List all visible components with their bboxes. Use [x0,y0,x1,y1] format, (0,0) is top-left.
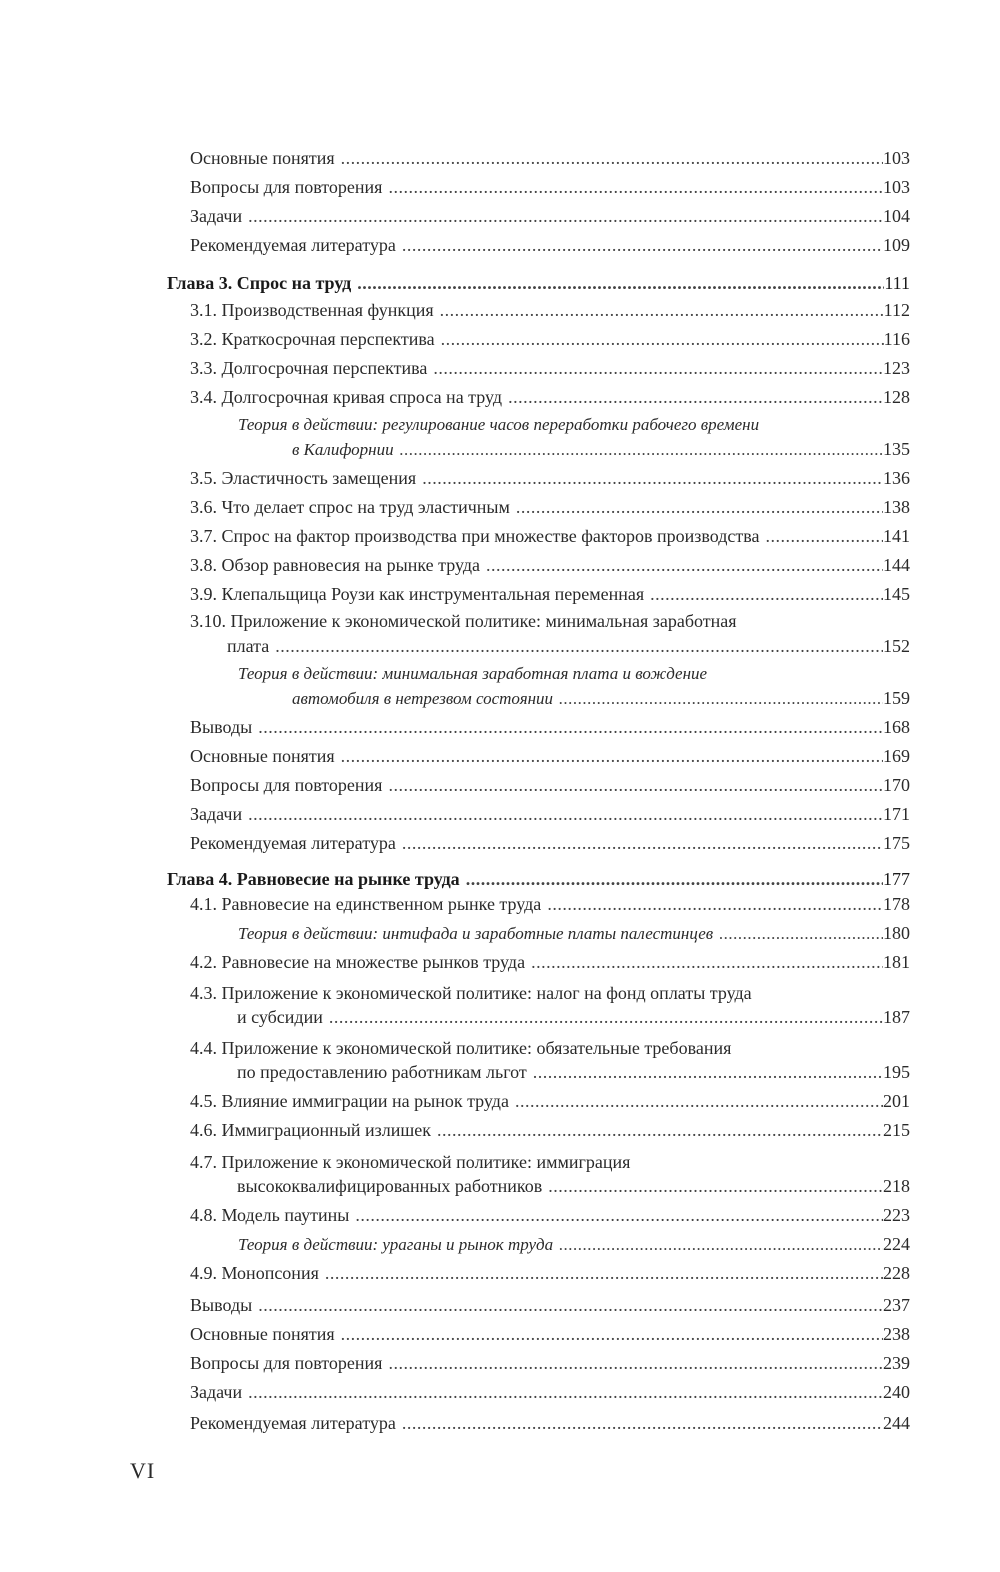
toc-page-number: 175 [883,833,910,853]
toc-entry-title: в Калифорнии [292,440,394,459]
toc-page-number: 237 [883,1295,910,1315]
toc-entry [0,173,1000,202]
toc-page-number: 238 [883,1324,910,1344]
toc-entry-title: Рекомендуемая литература [190,1413,396,1433]
toc-entry [0,829,1000,858]
toc-entry [0,1378,1000,1407]
dot-leader [329,1003,883,1032]
toc-page-number: 168 [883,717,910,737]
dot-leader [402,231,883,260]
toc-entry-title: Выводы [190,717,253,737]
toc-entry-title: Глава 3. Спрос на труд [167,273,352,293]
toc-entry [0,435,1000,464]
dot-leader [719,919,883,948]
toc-entry-title: 3.6. Что делает спрос на труд эластичным [190,497,510,517]
toc-entry [0,296,1000,325]
toc-entry-title: 3.9. Клепальщица Роузи как инструментальная переменная [190,584,645,604]
dot-leader [248,202,883,231]
toc-page-number: 109 [883,235,910,255]
toc-entry-title: 3.7. Спрос на фактор производства при множестве факторов производства [190,526,760,546]
toc-entry-title: 4.3. Приложение к экономической политике: налог на фонд оплаты труда [190,983,752,1003]
toc-entry [0,325,1000,354]
page-folio: VI [130,1458,156,1483]
dot-leader [357,269,884,298]
dot-leader [547,890,883,919]
toc-page-number: 128 [883,387,910,407]
toc-entry [0,144,1000,173]
toc-entry [0,580,1000,609]
toc-page-number: 223 [883,1205,910,1225]
toc-entry-title: Основные понятия [190,148,335,168]
toc-page-number: 177 [883,869,910,889]
toc-entry-title: Глава 4. Равновесие на рынке труда [167,869,460,889]
toc-entry [0,1087,1000,1116]
toc-entry-title: 3.4. Долгосрочная кривая спроса на труд [190,387,503,407]
toc-entry-title: Основные понятия [190,746,335,766]
toc-entry-title: 4.6. Иммиграционный излишек [190,1120,431,1140]
toc-page-number: 145 [883,584,910,604]
toc-entry-title: Теория в действии: минимальная заработная плата и вождение [238,664,708,683]
dot-leader [508,383,883,412]
toc-entry-title: Задачи [190,1382,243,1402]
toc-entry [0,771,1000,800]
dot-leader [516,493,883,522]
toc-entry-title: плата [227,636,270,656]
toc-entry [0,632,1000,661]
toc-entry-title: 4.7. Приложение к экономической политике: иммиграция [190,1152,631,1172]
toc-entry [0,493,1000,522]
toc-entry [0,800,1000,829]
toc-entry-title: Задачи [190,206,243,226]
toc-page-number: 224 [883,1234,910,1254]
toc-page-number: 244 [883,1413,910,1433]
toc-entry [0,1201,1000,1230]
toc-entry-title: Теория в действии: регулирование часов переработки рабочего времени [238,415,760,434]
toc-page-number: 135 [883,439,910,459]
toc-page-number: 170 [883,775,910,795]
toc-page-number: 116 [883,329,910,349]
toc-entry [0,551,1000,580]
dot-leader [533,1058,883,1087]
dot-leader [388,1349,883,1378]
toc-page-number: 136 [883,468,910,488]
dot-leader [433,354,883,383]
toc-entry [0,354,1000,383]
toc-entry [0,522,1000,551]
toc-page-number: 218 [883,1176,910,1196]
dot-leader [341,1320,883,1349]
toc-entry [0,1003,1000,1032]
dot-leader [531,948,883,977]
dot-leader [559,684,883,713]
toc-entry-title: Рекомендуемая литература [190,235,396,255]
toc-entry [0,1116,1000,1145]
toc-entry [0,383,1000,412]
dot-leader [388,173,883,202]
dot-leader [248,1378,883,1407]
dot-leader [325,1259,883,1288]
toc-entry-title: 4.9. Монопсония [190,1263,319,1283]
toc-entry [0,919,1000,948]
toc-page-number: 181 [883,952,910,972]
toc-entry-title: автомобиля в нетрезвом состоянии [292,689,554,708]
toc-page-number: 240 [883,1382,910,1402]
toc-page-number: 171 [883,804,910,824]
dot-leader [486,551,883,580]
toc-entry [0,948,1000,977]
toc-entry-title: Вопросы для повторения [190,1353,383,1373]
toc-entry [0,1320,1000,1349]
toc-entry-title: Основные понятия [190,1324,335,1344]
toc-entry [0,684,1000,713]
dot-leader [258,713,883,742]
dot-leader [341,742,883,771]
toc-entry-title: 3.8. Обзор равновесия на рынке труда [190,555,481,575]
toc-entry [0,742,1000,771]
toc-entry-title: Выводы [190,1295,253,1315]
dot-leader [402,1409,883,1438]
toc-entry-title: Теория в действии: интифада и заработные платы палестинцев [238,924,714,943]
dot-leader [650,580,883,609]
dot-leader [422,464,883,493]
dot-leader [559,1230,883,1259]
toc-page-number: 152 [883,636,910,656]
toc-entry-title: 3.2. Краткосрочная перспектива [190,329,435,349]
dot-leader [258,1291,883,1320]
toc-page-number: 239 [883,1353,910,1373]
toc-entry [0,1349,1000,1378]
dot-leader [248,800,883,829]
toc-page-number: 138 [883,497,910,517]
toc-page-number: 201 [883,1091,910,1111]
dot-leader [388,771,883,800]
toc-entry [0,231,1000,260]
dot-leader [766,522,884,551]
dot-leader [437,1116,883,1145]
toc-page-number: 228 [883,1263,910,1283]
toc-entry [0,1409,1000,1438]
toc-entry-title: Вопросы для повторения [190,775,383,795]
toc-entry [0,1259,1000,1288]
toc-entry-title: по предоставлению работникам льгот [237,1062,527,1082]
dot-leader [341,144,883,173]
toc-page-number: 123 [883,358,910,378]
toc-page-number: 104 [883,206,910,226]
toc-entry [0,202,1000,231]
toc-page-number: 144 [883,555,910,575]
toc-page-number: 195 [883,1062,910,1082]
toc-entry [0,1230,1000,1259]
toc-entry-title: Теория в действии: ураганы и рынок труда [238,1235,554,1254]
toc-page-number: 178 [883,894,910,914]
toc-entry-title: 3.10. Приложение к экономической политике: минимальная заработная [190,611,737,631]
dot-leader [515,1087,883,1116]
dot-leader [441,325,884,354]
toc-page-number: 215 [883,1120,910,1140]
toc-page-number: 187 [883,1007,910,1027]
toc-entry [0,890,1000,919]
dot-leader [440,296,884,325]
toc-chapter-heading [0,269,1000,298]
toc-entry [0,1058,1000,1087]
toc-page-number: 103 [883,177,910,197]
toc-entry-title: 4.4. Приложение к экономической политике: обязательные требования [190,1038,732,1058]
dot-leader [355,1201,883,1230]
toc-page-number: 141 [883,526,910,546]
toc-entry [0,713,1000,742]
toc-entry [0,1291,1000,1320]
toc-page-number: 112 [883,300,910,320]
dot-leader [402,829,883,858]
toc-entry-title: 3.3. Долгосрочная перспектива [190,358,428,378]
toc-entry-title: 4.8. Модель паутины [190,1205,350,1225]
toc-page-number: 180 [883,923,910,943]
toc-page-number: 103 [883,148,910,168]
toc-page-number: 169 [883,746,910,766]
dot-leader [548,1172,883,1201]
toc-entry-title: высококвалифицированных работников [237,1176,543,1196]
toc-entry-title: 4.5. Влияние иммиграции на рынок труда [190,1091,509,1111]
dot-leader [275,632,883,661]
toc-entry-title: Вопросы для повторения [190,177,383,197]
toc-entry-title: 3.1. Производственная функция [190,300,434,320]
toc-entry [0,464,1000,493]
toc-entry-title: и субсидии [237,1007,323,1027]
toc-entry-title: 3.5. Эластичность замещения [190,468,417,488]
toc-entry-title: 4.1. Равновесие на единственном рынке труда [190,894,542,914]
toc-entry [0,1172,1000,1201]
toc-entry-title: Задачи [190,804,243,824]
dot-leader [400,435,883,464]
toc-entry-title: Рекомендуемая литература [190,833,396,853]
toc-entry-title: 4.2. Равновесие на множестве рынков труда [190,952,526,972]
toc-page-number: 111 [884,273,910,293]
toc-page-number: 159 [883,688,910,708]
